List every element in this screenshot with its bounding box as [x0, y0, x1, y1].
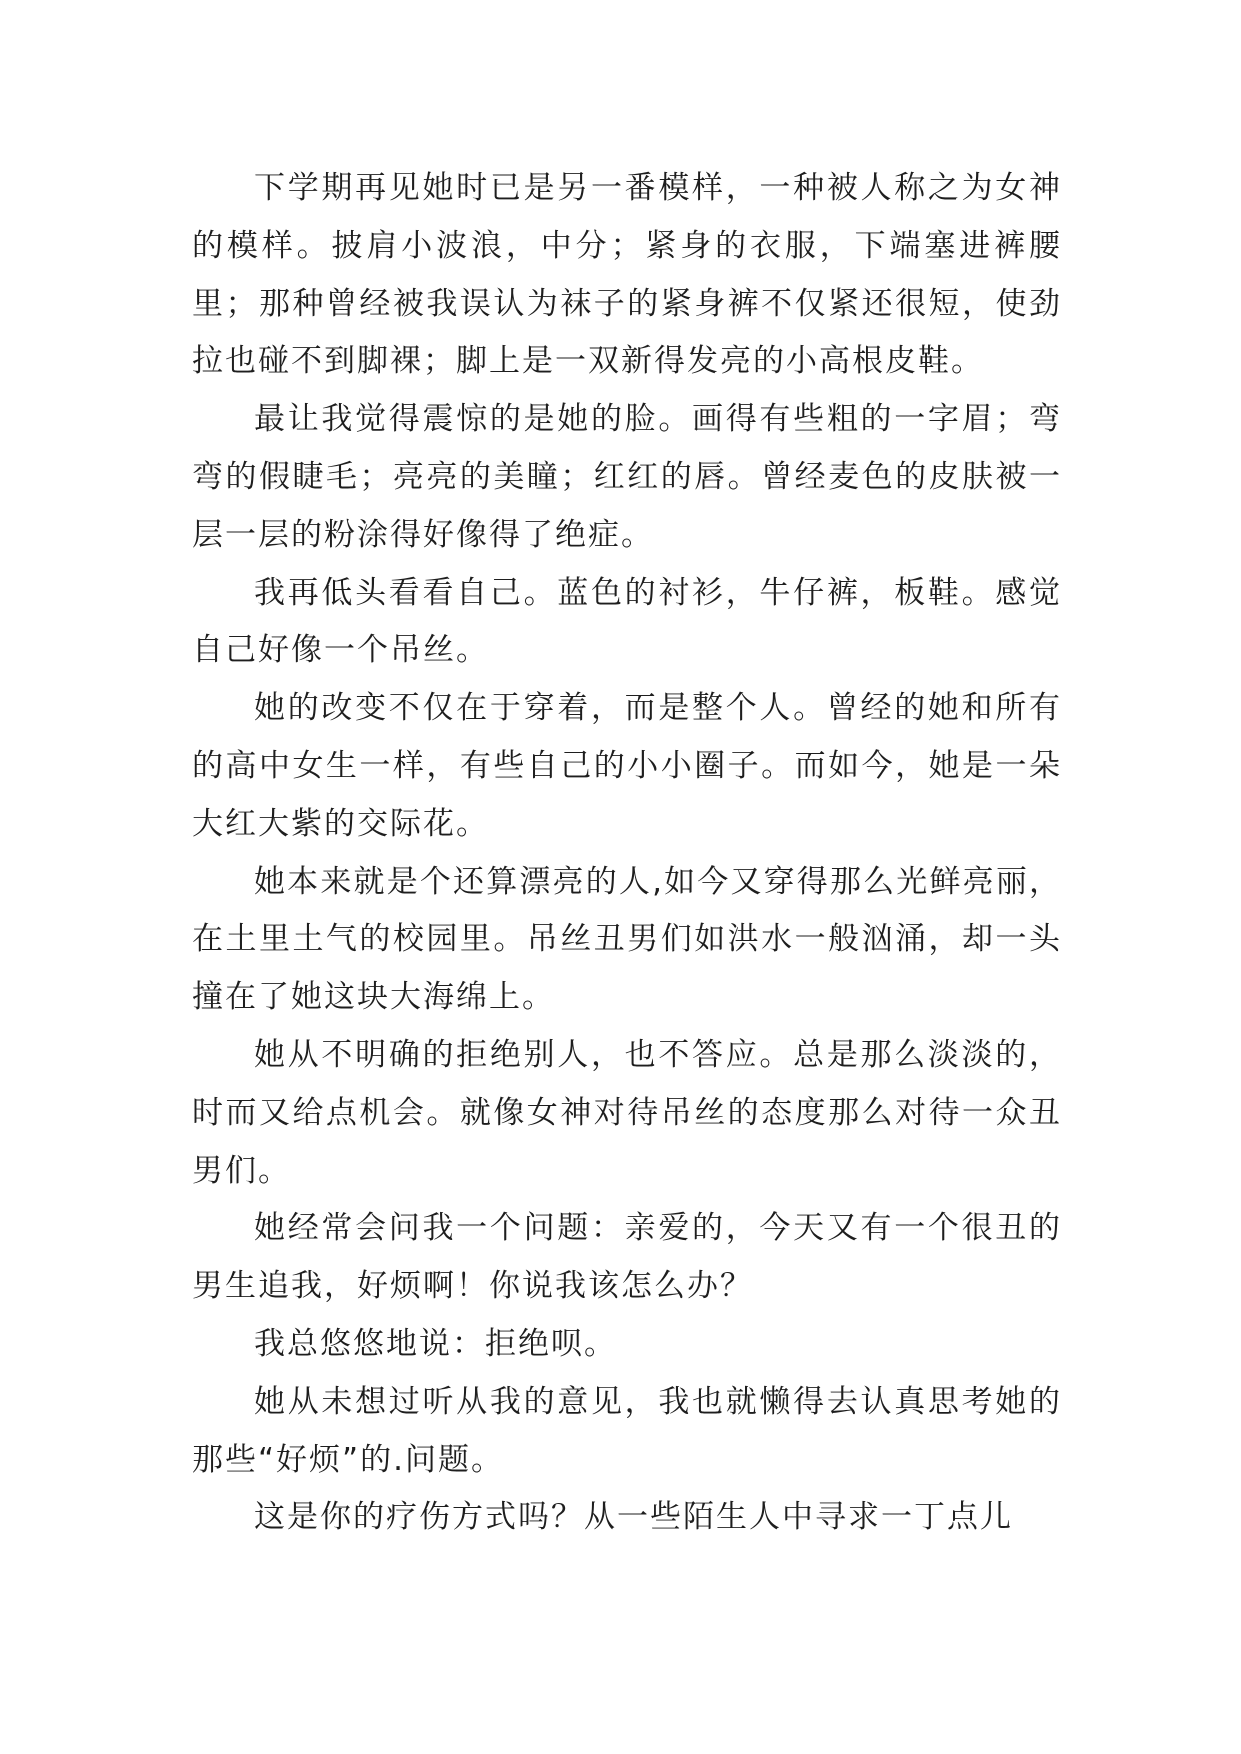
paragraph-8: 我总悠悠地说：拒绝呗。	[254, 1325, 617, 1362]
paragraph-7: 她经常会问我一个问题：亲爱的，今天又有一个很丑的男生追我，好烦啊！你说我该怎么办？	[192, 1210, 1062, 1305]
paragraph-1: 下学期再见她时已是另一番模样，一种被人称之为女神的模样。披肩小波浪，中分；紧身的衣服，下端塞进裤腰里；那种曾经被我误认为袜子的紧身裤不仅紧还很短，使劲拉也碰不到脚裸；脚上是一双新得发亮的小高根皮鞋。	[192, 170, 1062, 380]
paragraph-3: 我再低头看看自己。蓝色的衬衫，牛仔裤，板鞋。感觉自己好像一个吊丝。	[192, 574, 1062, 669]
paragraph-9: 她从未想过听从我的意见，我也就懒得去认真思考她的那些“好烦”的.问题。	[192, 1383, 1062, 1478]
paragraph-2: 最让我觉得震惊的是她的脸。画得有些粗的一字眉；弯弯的假睫毛；亮亮的美瞳；红红的唇。曾经麦色的皮肤被一层一层的粉涂得好像得了绝症。	[192, 401, 1062, 553]
paragraph-6: 她从不明确的拒绝别人，也不答应。总是那么淡淡的，时而又给点机会。就像女神对待吊丝的态度那么对待一众丑男们。	[192, 1036, 1062, 1189]
body-text	[192, 160, 1062, 1547]
paragraph-5: 她本来就是个还算漂亮的人,如今又穿得那么光鲜亮丽，在土里土气的校园里。吊丝丑男们如洪水一般汹涌，却一头撞在了她这块大海绵上。	[192, 863, 1062, 1016]
paragraph-4: 她的改变不仅在于穿着，而是整个人。曾经的她和所有的高中女生一样，有些自己的小小圈子。而如今，她是一朵大红大紫的交际花。	[192, 690, 1062, 842]
paragraph-10: 这是你的疗伤方式吗？从一些陌生人中寻求一丁点儿	[254, 1499, 1013, 1536]
